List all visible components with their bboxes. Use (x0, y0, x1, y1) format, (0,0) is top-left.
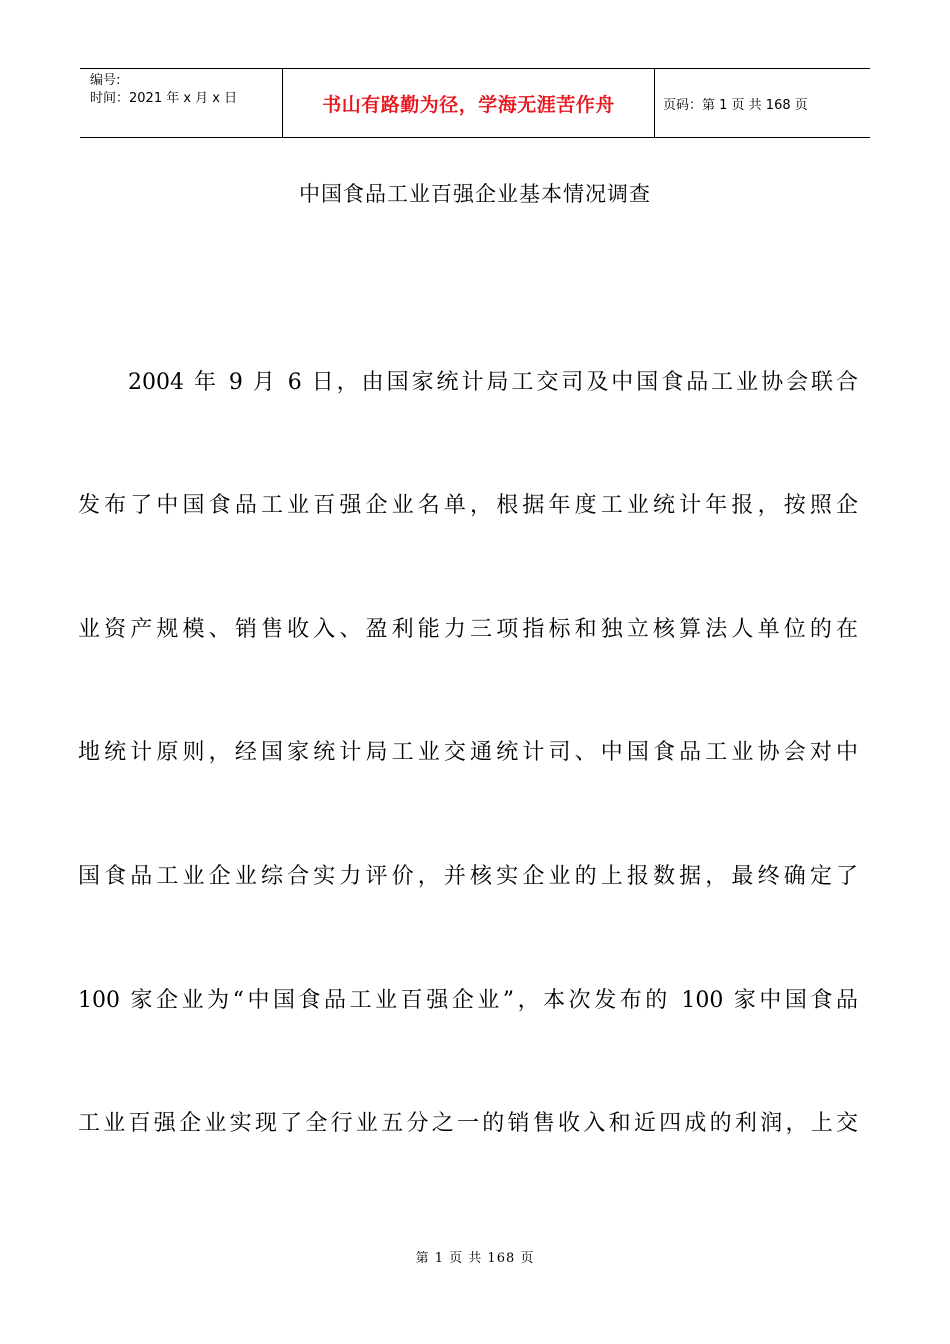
paragraph-line: 地统计原则，经国家统计局工业交通统计司、中国食品工业协会对中 (78, 740, 858, 765)
paragraph-line: 100 家企业为“中国食品工业百强企业”，本次发布的 100 家中国食品 (78, 988, 858, 1013)
paragraph-line: 发布了中国食品工业百强企业名单，根据年度工业统计年报，按照企 (78, 493, 858, 518)
header-meta (80, 69, 282, 137)
paragraph-line: 业资产规模、销售收入、盈利能力三项指标和独立核算法人单位的在 (78, 617, 858, 642)
document-number-label: 编号: (90, 73, 121, 88)
header-page-info: 页码：第 1 页 共 168 页 (663, 97, 808, 113)
paragraph-line: 工业百强企业实现了全行业五分之一的销售收入和近四成的利润，上交 (78, 1111, 858, 1136)
page-header (80, 68, 870, 138)
paragraph-line: 国食品工业企业综合实力评价，并核实企业的上报数据，最终确定了 (78, 864, 858, 889)
header-motto: 书山有路勤为径，学海无涯苦作舟 (282, 69, 655, 137)
document-time-label: 时间：2021 年 x 月 x 日 (90, 91, 238, 106)
page-footer: 第 1 页 共 168 页 (415, 1251, 535, 1266)
document-title: 中国食品工业百强企业基本情况调查 (299, 182, 651, 206)
paragraph-line: 2004 年 9 月 6 日，由国家统计局工交司及中国食品工业协会联合 (128, 370, 858, 395)
